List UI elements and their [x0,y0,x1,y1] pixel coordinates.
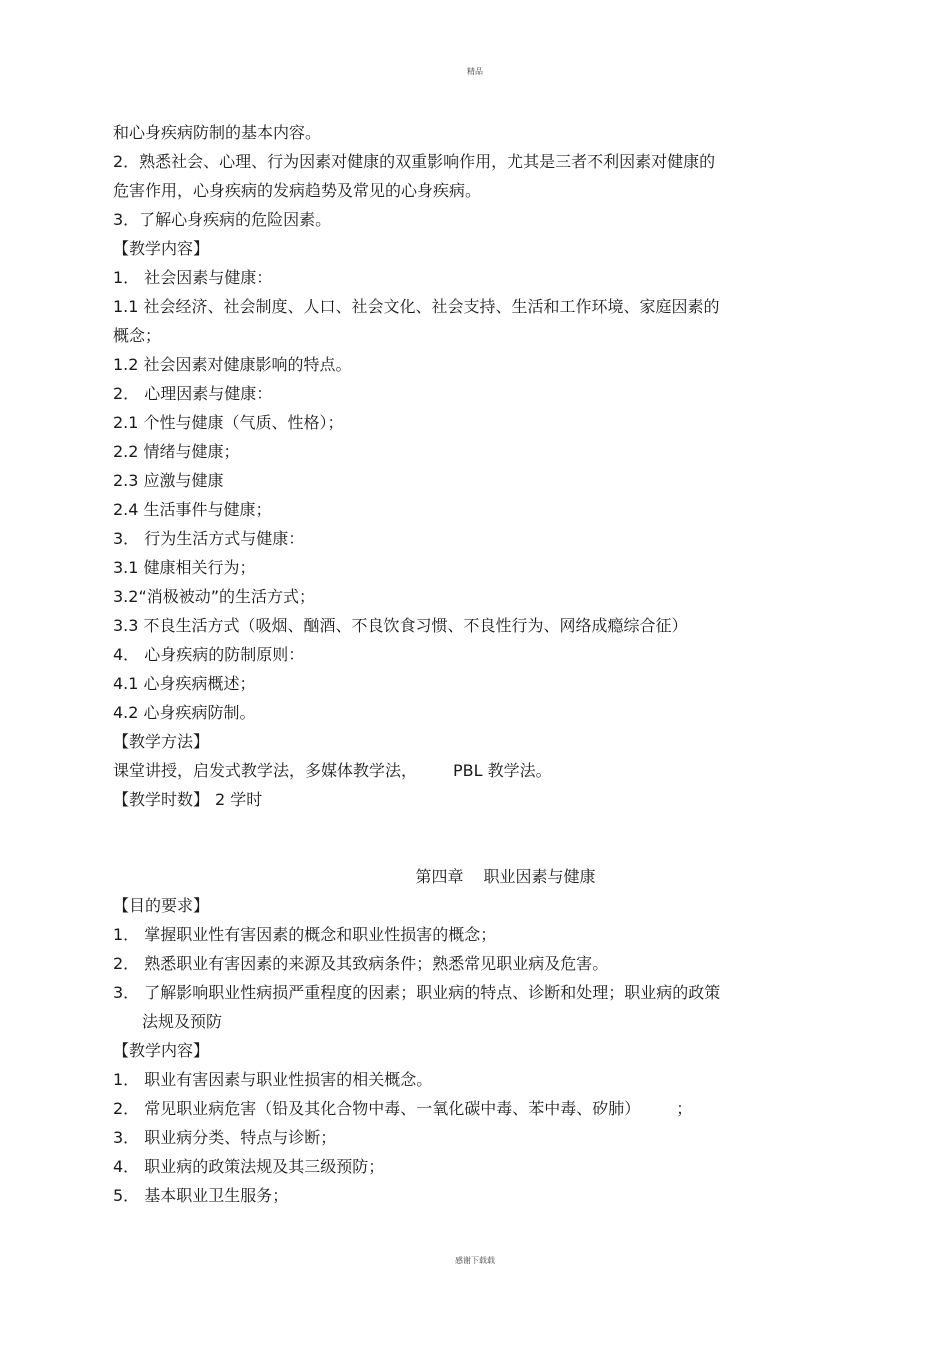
text-line: 1． 社会因素与健康： [113,268,273,287]
text-line: 3．了解心身疾病的危险因素。 [113,210,332,229]
list-item [113,1123,813,1152]
item-number: 2． [113,1099,140,1118]
text-line: 3.1 健康相关行为； [113,558,256,577]
teaching-methods [113,756,813,785]
document-body [113,118,813,1210]
footer-watermark: 感谢下载载 [455,1256,495,1265]
section-heading: 【教学内容】 [113,239,210,258]
item-text: 职业有害因素与职业性损害的相关概念。 [144,1070,433,1089]
item-number: 5． [113,1186,140,1205]
section-heading: 【目的要求】 [113,896,210,915]
item-number: 1． [113,1070,140,1089]
section-heading: 【教学内容】 [113,1041,210,1060]
item-text: 基本职业卫生服务； [144,1186,289,1205]
list-item [113,1152,813,1181]
methods-text: 课堂讲授，启发式教学法，多媒体教学法， [113,761,418,780]
chapter-name: 职业因素与健康 [483,867,596,886]
item-text: 熟悉职业有害因素的来源及其致病条件；熟悉常见职业病及危害。 [144,954,609,973]
text-line: 2.1 个性与健康（气质、性格）； [113,413,344,432]
hours-label: 【教学时数】 [113,790,210,809]
methods-pbl: PBL 教学法。 [453,761,552,780]
text-line: 3． 行为生活方式与健康： [113,529,305,548]
text-line: 1.2 社会因素对健康影响的特点。 [113,355,352,374]
text-line: 4． 心身疾病的防制原则： [113,645,305,664]
text-line: 4.2 心身疾病防制。 [113,703,256,722]
text-line: 危害作用，心身疾病的发病趋势及常见的心身疾病。 [113,181,482,200]
text-line: 3.3 不良生活方式（吸烟、酗酒、不良饮食习惯、不良性行为、网络成瘾综合征） [113,616,688,635]
item-number: 2． [113,954,140,973]
chapter-title [113,862,813,891]
item-text: 掌握职业性有害因素的概念和职业性损害的概念； [144,925,497,944]
hours-value: 2 学时 [215,790,263,809]
list-item [113,949,813,978]
text-line: 3.2“消极被动”的生活方式； [113,587,316,606]
list-item [113,1065,813,1094]
item-number: 3． [113,983,140,1002]
item-number: 4． [113,1157,140,1176]
text-line: 和心身疾病防制的基本内容。 [113,123,322,142]
item-number: 1． [113,925,140,944]
item-text: 职业病的政策法规及其三级预防； [144,1157,385,1176]
item-text: 常见职业病危害（铅及其化合物中毒、一氧化碳中毒、苯中毒、矽肺） [144,1099,641,1118]
text-line: 概念； [113,326,162,345]
header-watermark: 精品 [467,67,483,76]
list-item-continuation: 法规及预防 [142,1012,223,1031]
text-line: 2．熟悉社会、心理、行为因素对健康的双重影响作用，尤其是三者不利因素对健康的 [113,152,716,171]
item-text: 职业病分类、特点与诊断； [144,1128,337,1147]
text-line: 2． 心理因素与健康： [113,384,273,403]
item-number: 3． [113,1128,140,1147]
list-item [113,920,813,949]
item-text: 了解影响职业性病损严重程度的因素；职业病的特点、诊断和处理；职业病的政策 [144,983,721,1002]
section-heading: 【教学方法】 [113,732,210,751]
text-line: 2.2 情绪与健康； [113,442,240,461]
text-line: 2.4 生活事件与健康； [113,500,272,519]
text-line: 2.3 应激与健康 [113,471,224,490]
list-item [113,1094,813,1123]
teaching-hours [113,785,813,814]
chapter-number: 第四章 [415,867,464,886]
list-item [113,1181,813,1210]
text-line: 4.1 心身疾病概述； [113,674,256,693]
text-line: 1.1 社会经济、社会制度、人口、社会文化、社会支持、生活和工作环境、家庭因素的 [113,297,720,316]
item-tail: ； [676,1099,693,1118]
list-item [113,978,813,1007]
